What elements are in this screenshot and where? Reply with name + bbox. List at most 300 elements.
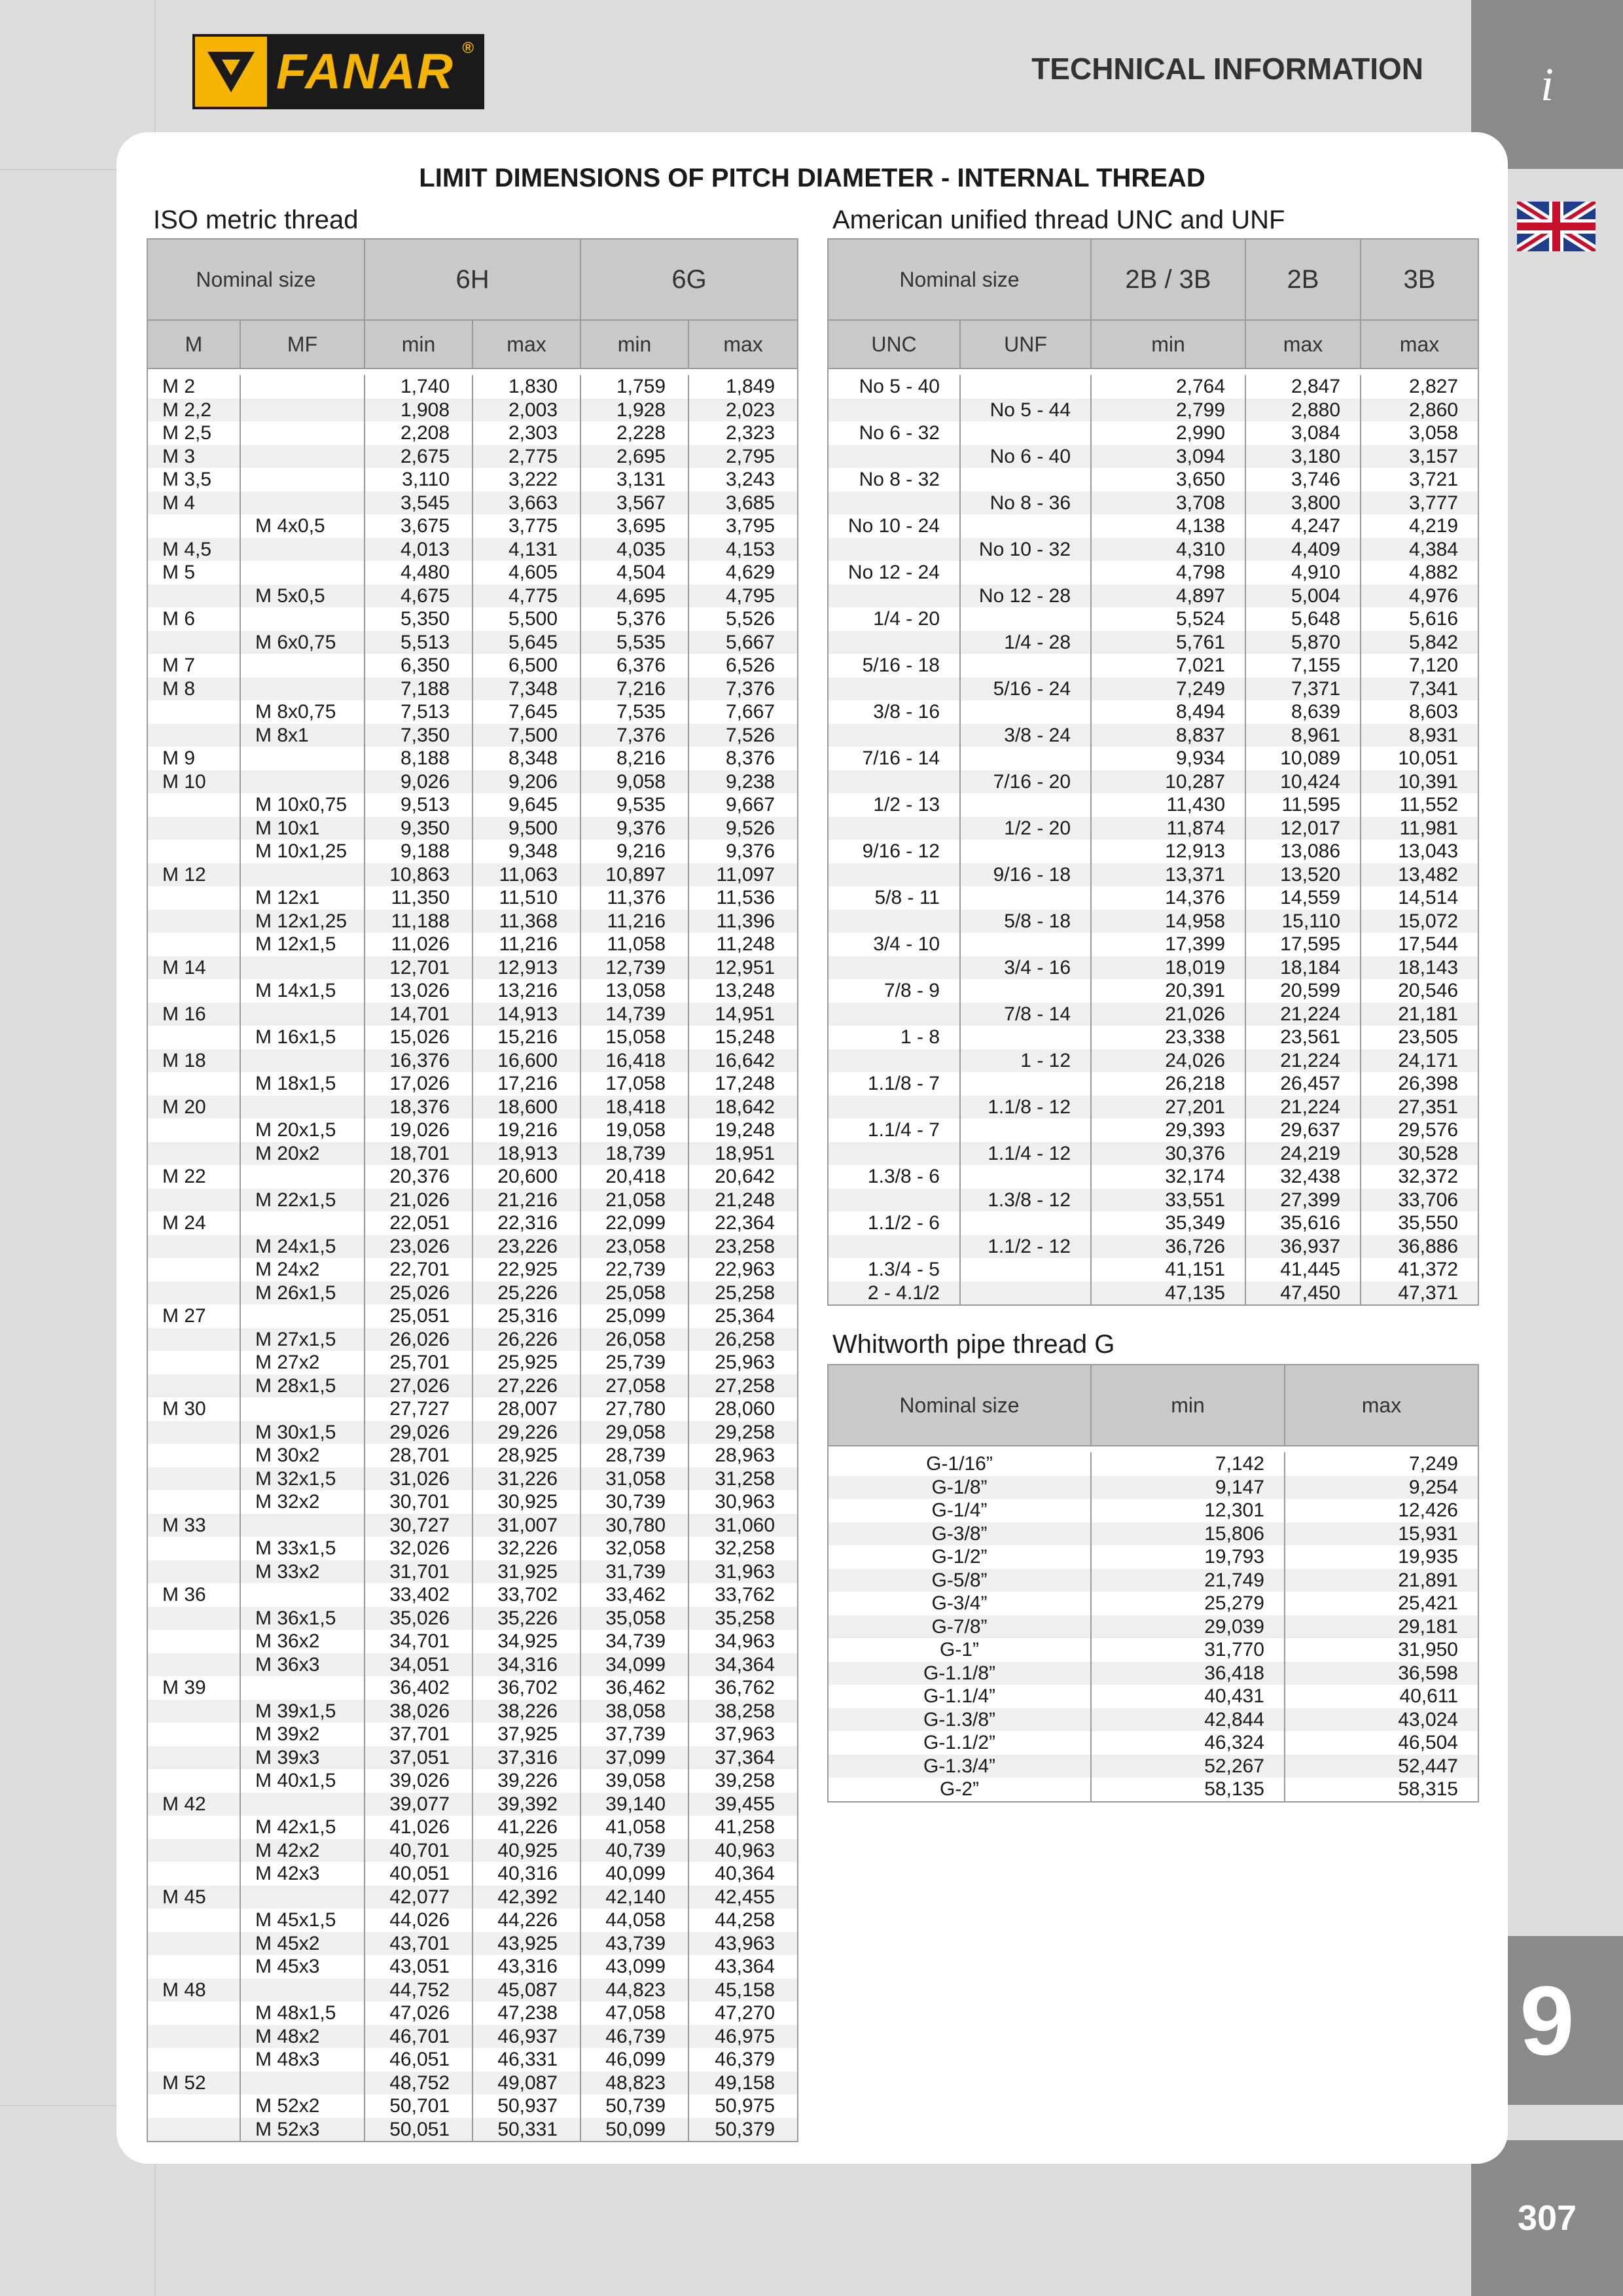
table-row (147, 1979, 798, 2002)
table-cell: 37,316 (473, 1746, 580, 1770)
table-cell (147, 793, 240, 817)
uk-flag-icon[interactable] (1517, 202, 1596, 251)
table-cell: G-3/8” (828, 1522, 1091, 1546)
table-cell: 33,402 (365, 1583, 473, 1607)
table-cell: 4,480 (365, 561, 473, 584)
table-row (147, 399, 798, 422)
table-cell (147, 1467, 240, 1491)
table-row (147, 654, 798, 677)
table-cell: 32,258 (688, 1537, 798, 1560)
table-row (828, 1731, 1478, 1755)
table-cell: 23,226 (473, 1235, 580, 1259)
table-cell: M 16 (147, 1003, 240, 1026)
table-cell: 9,188 (365, 840, 473, 863)
table-cell: 48,823 (580, 2072, 688, 2095)
table-cell: 12,913 (1091, 840, 1245, 863)
table-cell: 4,795 (688, 584, 798, 608)
table-cell: 44,026 (365, 1909, 473, 1932)
table-cell: 10,424 (1245, 770, 1361, 794)
table-row (147, 2072, 798, 2095)
table-cell: 16,642 (688, 1049, 798, 1073)
table-cell: 25,051 (365, 1304, 473, 1328)
table-cell (828, 538, 960, 562)
table-cell: 1.3/4 - 5 (828, 1258, 960, 1282)
table-cell: 18,143 (1361, 956, 1478, 980)
table-cell (240, 2072, 365, 2095)
table-cell: 16,418 (580, 1049, 688, 1073)
unc-unf-table (827, 238, 1479, 1306)
table-cell: 7,249 (1285, 1452, 1478, 1476)
table-cell: 19,793 (1091, 1545, 1285, 1569)
table-cell (147, 1909, 240, 1932)
table-cell: 37,364 (688, 1746, 798, 1770)
table-cell (960, 422, 1091, 445)
table-row (147, 1955, 798, 1979)
iso-section-title: ISO metric thread (153, 206, 359, 234)
table-cell: 20,546 (1361, 979, 1478, 1003)
table-cell: 33,706 (1361, 1189, 1478, 1212)
table-cell: 9,526 (688, 817, 798, 840)
table-cell: 50,379 (688, 2118, 798, 2142)
table-cell: 37,963 (688, 1723, 798, 1746)
table-cell: 41,372 (1361, 1258, 1478, 1282)
table-cell: 2,003 (473, 399, 580, 422)
table-cell: 20,418 (580, 1165, 688, 1189)
table-cell: 3,094 (1091, 445, 1245, 469)
table-cell: 12,913 (473, 956, 580, 980)
table-cell (147, 1607, 240, 1630)
table-cell: 32,026 (365, 1537, 473, 1560)
table-row (147, 2048, 798, 2072)
table-cell: 40,099 (580, 1862, 688, 1886)
table-row (147, 1700, 798, 1723)
table-row (828, 399, 1478, 422)
table-cell: 42,392 (473, 1886, 580, 1909)
table-cell: M 20x2 (240, 1142, 365, 1166)
logo-v-icon (195, 37, 267, 107)
table-cell: 1 - 12 (960, 1049, 1091, 1073)
table-cell: 41,258 (688, 1816, 798, 1839)
table-cell: 32,226 (473, 1537, 580, 1560)
table-cell: M 42x3 (240, 1862, 365, 1886)
table-cell (147, 700, 240, 724)
table-cell: 25,421 (1285, 1592, 1478, 1615)
table-row (828, 979, 1478, 1003)
col-nominal-size: Nominal size (147, 239, 365, 320)
table-cell: 10,089 (1245, 747, 1361, 770)
table-row (147, 1816, 798, 1839)
table-cell: 38,026 (365, 1700, 473, 1723)
table-cell: 27,727 (365, 1397, 473, 1421)
table-cell: 50,739 (580, 2094, 688, 2118)
col-2b: 2B (1245, 239, 1361, 320)
table-cell: 18,642 (688, 1096, 798, 1119)
table-row (828, 1189, 1478, 1212)
table-cell: 40,925 (473, 1839, 580, 1863)
table-cell: M 28x1,5 (240, 1374, 365, 1398)
table-cell: 11,595 (1245, 793, 1361, 817)
table-cell: 4,384 (1361, 538, 1478, 562)
table-cell: 39,077 (365, 1793, 473, 1816)
table-cell: 29,226 (473, 1421, 580, 1444)
table-cell: 14,913 (473, 1003, 580, 1026)
table-cell: 41,026 (365, 1816, 473, 1839)
table-cell: 42,455 (688, 1886, 798, 1909)
table-cell: 13,058 (580, 979, 688, 1003)
table-cell: 4,247 (1245, 514, 1361, 538)
table-cell: 9,058 (580, 770, 688, 794)
table-cell: M 10x1,25 (240, 840, 365, 863)
table-cell (828, 584, 960, 608)
table-row (147, 1886, 798, 1909)
table-cell: 21,248 (688, 1189, 798, 1212)
table-cell: 5,648 (1245, 607, 1361, 631)
table-cell: 5,513 (365, 631, 473, 655)
table-cell: 7,667 (688, 700, 798, 724)
table-cell (147, 1723, 240, 1746)
table-cell: 37,925 (473, 1723, 580, 1746)
table-row (828, 561, 1478, 584)
table-cell: 25,925 (473, 1351, 580, 1374)
table-row (828, 1476, 1478, 1499)
table-cell: 7,535 (580, 700, 688, 724)
table-cell: M 36x3 (240, 1653, 365, 1677)
col-max: max (1245, 320, 1361, 368)
table-cell: 25,099 (580, 1304, 688, 1328)
table-cell: M 42x2 (240, 1839, 365, 1863)
table-cell: 27,780 (580, 1397, 688, 1421)
table-cell: 20,391 (1091, 979, 1245, 1003)
table-cell: 58,315 (1285, 1778, 1478, 1802)
table-cell: 47,270 (688, 2001, 798, 2025)
table-row (147, 422, 798, 445)
table-row (828, 1452, 1478, 1476)
table-cell: 12,701 (365, 956, 473, 980)
table-cell (147, 1142, 240, 1166)
table-cell: 24,171 (1361, 1049, 1478, 1073)
table-row (147, 747, 798, 770)
table-cell: 5,535 (580, 631, 688, 655)
table-cell: 27,058 (580, 1374, 688, 1398)
col-6g: 6G (580, 239, 798, 320)
table-cell: 13,482 (1361, 863, 1478, 887)
table-row (147, 1211, 798, 1235)
table-cell: 1,740 (365, 375, 473, 399)
col-mf: MF (240, 320, 365, 368)
table-cell (147, 1328, 240, 1352)
table-cell: 40,963 (688, 1839, 798, 1863)
table-cell (960, 1072, 1091, 1096)
table-cell: M 22x1,5 (240, 1189, 365, 1212)
table-cell: 7,021 (1091, 654, 1245, 677)
table-cell: M 12 (147, 863, 240, 887)
table-cell: M 39x3 (240, 1746, 365, 1770)
table-cell: 17,248 (688, 1072, 798, 1096)
table-cell: 3/8 - 16 (828, 700, 960, 724)
table-cell: M 24x2 (240, 1258, 365, 1282)
table-cell: 21,026 (1091, 1003, 1245, 1026)
table-cell: M 16x1,5 (240, 1026, 365, 1049)
table-cell: M 2 (147, 375, 240, 399)
table-row (147, 1583, 798, 1607)
table-cell: 18,418 (580, 1096, 688, 1119)
table-cell: M 33x2 (240, 1560, 365, 1584)
table-cell: 7/16 - 20 (960, 770, 1091, 794)
table-cell: No 6 - 40 (960, 445, 1091, 469)
table-cell: 3,058 (1361, 422, 1478, 445)
table-row (147, 1049, 798, 1073)
table-cell (240, 422, 365, 445)
table-cell: 5,350 (365, 607, 473, 631)
table-cell: M 8x1 (240, 724, 365, 747)
table-cell: 40,431 (1091, 1685, 1285, 1708)
registered-mark: ® (462, 39, 475, 57)
table-cell (147, 817, 240, 840)
table-cell: 45,087 (473, 1979, 580, 2002)
table-cell: 22,925 (473, 1258, 580, 1282)
table-cell: 13,043 (1361, 840, 1478, 863)
table-cell: 7,526 (688, 724, 798, 747)
table-cell: 23,058 (580, 1235, 688, 1259)
table-row (828, 1755, 1478, 1778)
table-cell: 9,147 (1091, 1476, 1285, 1499)
table-cell: 20,599 (1245, 979, 1361, 1003)
table-cell: 7,188 (365, 677, 473, 701)
table-row (147, 817, 798, 840)
table-row (828, 538, 1478, 562)
table-cell: 3,746 (1245, 468, 1361, 492)
table-row (828, 700, 1478, 724)
table-cell: 4,798 (1091, 561, 1245, 584)
table-cell: 8,961 (1245, 724, 1361, 747)
table-cell: 14,559 (1245, 886, 1361, 910)
table-row (828, 1522, 1478, 1546)
table-cell: 4,897 (1091, 584, 1245, 608)
table-cell: No 12 - 28 (960, 584, 1091, 608)
table-cell: 25,279 (1091, 1592, 1285, 1615)
table-row (147, 1026, 798, 1049)
table-cell: 46,051 (365, 2048, 473, 2072)
table-cell (828, 1003, 960, 1026)
table-cell (147, 1444, 240, 1467)
table-cell: 3,663 (473, 492, 580, 515)
table-cell: 39,226 (473, 1769, 580, 1793)
table-cell: 12,951 (688, 956, 798, 980)
table-cell: 39,058 (580, 1769, 688, 1793)
table-cell: M 10 (147, 770, 240, 794)
table-cell: 9/16 - 12 (828, 840, 960, 863)
table-cell: M 30x2 (240, 1444, 365, 1467)
table-cell: 35,058 (580, 1607, 688, 1630)
table-cell: 40,701 (365, 1839, 473, 1863)
table-cell: 33,702 (473, 1583, 580, 1607)
table-cell: 18,600 (473, 1096, 580, 1119)
logo-wordmark (267, 37, 482, 107)
table-cell: 45,158 (688, 1979, 798, 2002)
table-cell: 50,937 (473, 2094, 580, 2118)
table-row (828, 375, 1478, 399)
table-row (147, 375, 798, 399)
table-cell: G-5/8” (828, 1569, 1091, 1592)
table-cell: G-1/8” (828, 1476, 1091, 1499)
table-row (828, 445, 1478, 469)
table-cell: G-1” (828, 1638, 1091, 1662)
table-cell: 1/4 - 28 (960, 631, 1091, 655)
table-cell: 3,157 (1361, 445, 1478, 469)
table-cell: M 24x1,5 (240, 1235, 365, 1259)
table-cell: 14,701 (365, 1003, 473, 1026)
table-cell: 23,338 (1091, 1026, 1245, 1049)
table-cell: 34,051 (365, 1653, 473, 1677)
table-cell: No 12 - 24 (828, 561, 960, 584)
table-row (147, 793, 798, 817)
table-row (147, 1909, 798, 1932)
table-cell: 7/8 - 9 (828, 979, 960, 1003)
table-cell: No 8 - 32 (828, 468, 960, 492)
table-cell: 23,026 (365, 1235, 473, 1259)
table-cell: 5,500 (473, 607, 580, 631)
table-cell (147, 840, 240, 863)
table-cell: 1.1/8 - 12 (960, 1096, 1091, 1119)
table-cell: 44,258 (688, 1909, 798, 1932)
table-cell (828, 910, 960, 933)
table-cell: 36,762 (688, 1676, 798, 1700)
unc-section-title: American unified thread UNC and UNF (832, 206, 1285, 234)
table-cell: 5,376 (580, 607, 688, 631)
table-cell: 14,514 (1361, 886, 1478, 910)
table-cell (147, 724, 240, 747)
table-cell: 11,552 (1361, 793, 1478, 817)
table-cell: 30,780 (580, 1514, 688, 1537)
table-cell: 9,667 (688, 793, 798, 817)
table-cell: 3,800 (1245, 492, 1361, 515)
table-cell: 1/2 - 13 (828, 793, 960, 817)
table-row (147, 1746, 798, 1770)
table-cell: 15,931 (1285, 1522, 1478, 1546)
table-cell: M 5 (147, 561, 240, 584)
table-row (828, 514, 1478, 538)
table-cell: 3,567 (580, 492, 688, 515)
table-cell: 9,645 (473, 793, 580, 817)
table-cell: 42,077 (365, 1886, 473, 1909)
table-cell: 17,595 (1245, 933, 1361, 956)
table-cell: 33,462 (580, 1583, 688, 1607)
table-cell (147, 1630, 240, 1653)
table-cell: 2,847 (1245, 375, 1361, 399)
table-cell (240, 1096, 365, 1119)
table-row (828, 468, 1478, 492)
table-cell: 27,226 (473, 1374, 580, 1398)
table-cell: 3,180 (1245, 445, 1361, 469)
table-row (828, 793, 1478, 817)
table-cell (147, 1421, 240, 1444)
table-cell: 21,026 (365, 1189, 473, 1212)
table-cell: 48,752 (365, 2072, 473, 2095)
table-row (147, 2001, 798, 2025)
table-row (147, 1630, 798, 1653)
table-cell: 11,510 (473, 886, 580, 910)
table-cell: M 20x1,5 (240, 1119, 365, 1142)
table-row (828, 1545, 1478, 1569)
table-cell: 2,695 (580, 445, 688, 469)
table-cell: 11,216 (580, 910, 688, 933)
table-cell: 10,051 (1361, 747, 1478, 770)
table-cell: 21,749 (1091, 1569, 1285, 1592)
table-cell (147, 1537, 240, 1560)
table-cell: 4,910 (1245, 561, 1361, 584)
table-cell: 35,226 (473, 1607, 580, 1630)
table-cell: 11,368 (473, 910, 580, 933)
table-cell: 7,348 (473, 677, 580, 701)
table-row (147, 1304, 798, 1328)
header-title: TECHNICAL INFORMATION (1031, 52, 1423, 86)
table-cell: 3,775 (473, 514, 580, 538)
table-cell (240, 1165, 365, 1189)
table-cell: M 52 (147, 2072, 240, 2095)
table-cell: 1,830 (473, 375, 580, 399)
table-cell: 35,616 (1245, 1211, 1361, 1235)
table-cell (240, 607, 365, 631)
table-cell: 32,372 (1361, 1165, 1478, 1189)
table-cell: 1.1/4 - 7 (828, 1119, 960, 1142)
table-cell: 9,535 (580, 793, 688, 817)
table-cell: 17,216 (473, 1072, 580, 1096)
table-cell: 50,331 (473, 2118, 580, 2142)
table-cell: 25,739 (580, 1351, 688, 1374)
table-cell: M 8x0,75 (240, 700, 365, 724)
table-cell: 2,990 (1091, 422, 1245, 445)
table-cell: 21,224 (1245, 1049, 1361, 1073)
table-cell: 17,058 (580, 1072, 688, 1096)
col-unf: UNF (960, 320, 1091, 368)
table-cell: 35,349 (1091, 1211, 1245, 1235)
table-cell: 22,099 (580, 1211, 688, 1235)
table-cell: 9/16 - 18 (960, 863, 1091, 887)
col-max: max (688, 320, 798, 368)
table-row (828, 886, 1478, 910)
table-cell: M 10x0,75 (240, 793, 365, 817)
table-row (147, 1490, 798, 1514)
table-cell: 52,267 (1091, 1755, 1285, 1778)
table-cell: 42,140 (580, 1886, 688, 1909)
table-cell: 33,762 (688, 1583, 798, 1607)
table-row (147, 1142, 798, 1166)
table-cell: 1,928 (580, 399, 688, 422)
table-cell: 28,925 (473, 1444, 580, 1467)
table-cell: 5,842 (1361, 631, 1478, 655)
table-cell: 31,963 (688, 1560, 798, 1584)
table-cell: 29,258 (688, 1421, 798, 1444)
col-min: min (365, 320, 473, 368)
table-cell: 8,603 (1361, 700, 1478, 724)
table-cell: 20,600 (473, 1165, 580, 1189)
table-cell: 7,341 (1361, 677, 1478, 701)
table-cell: 37,701 (365, 1723, 473, 1746)
table-cell (147, 1026, 240, 1049)
table-cell: 2,023 (688, 399, 798, 422)
table-cell: 4,310 (1091, 538, 1245, 562)
table-cell: 46,504 (1285, 1731, 1478, 1755)
table-cell: 35,258 (688, 1607, 798, 1630)
table-cell: No 10 - 24 (828, 514, 960, 538)
table-cell: 6,526 (688, 654, 798, 677)
table-cell: 9,500 (473, 817, 580, 840)
table-cell: M 40x1,5 (240, 1769, 365, 1793)
table-cell (147, 1282, 240, 1305)
table-cell: 18,739 (580, 1142, 688, 1166)
table-cell: 5/8 - 18 (960, 910, 1091, 933)
table-cell (240, 468, 365, 492)
